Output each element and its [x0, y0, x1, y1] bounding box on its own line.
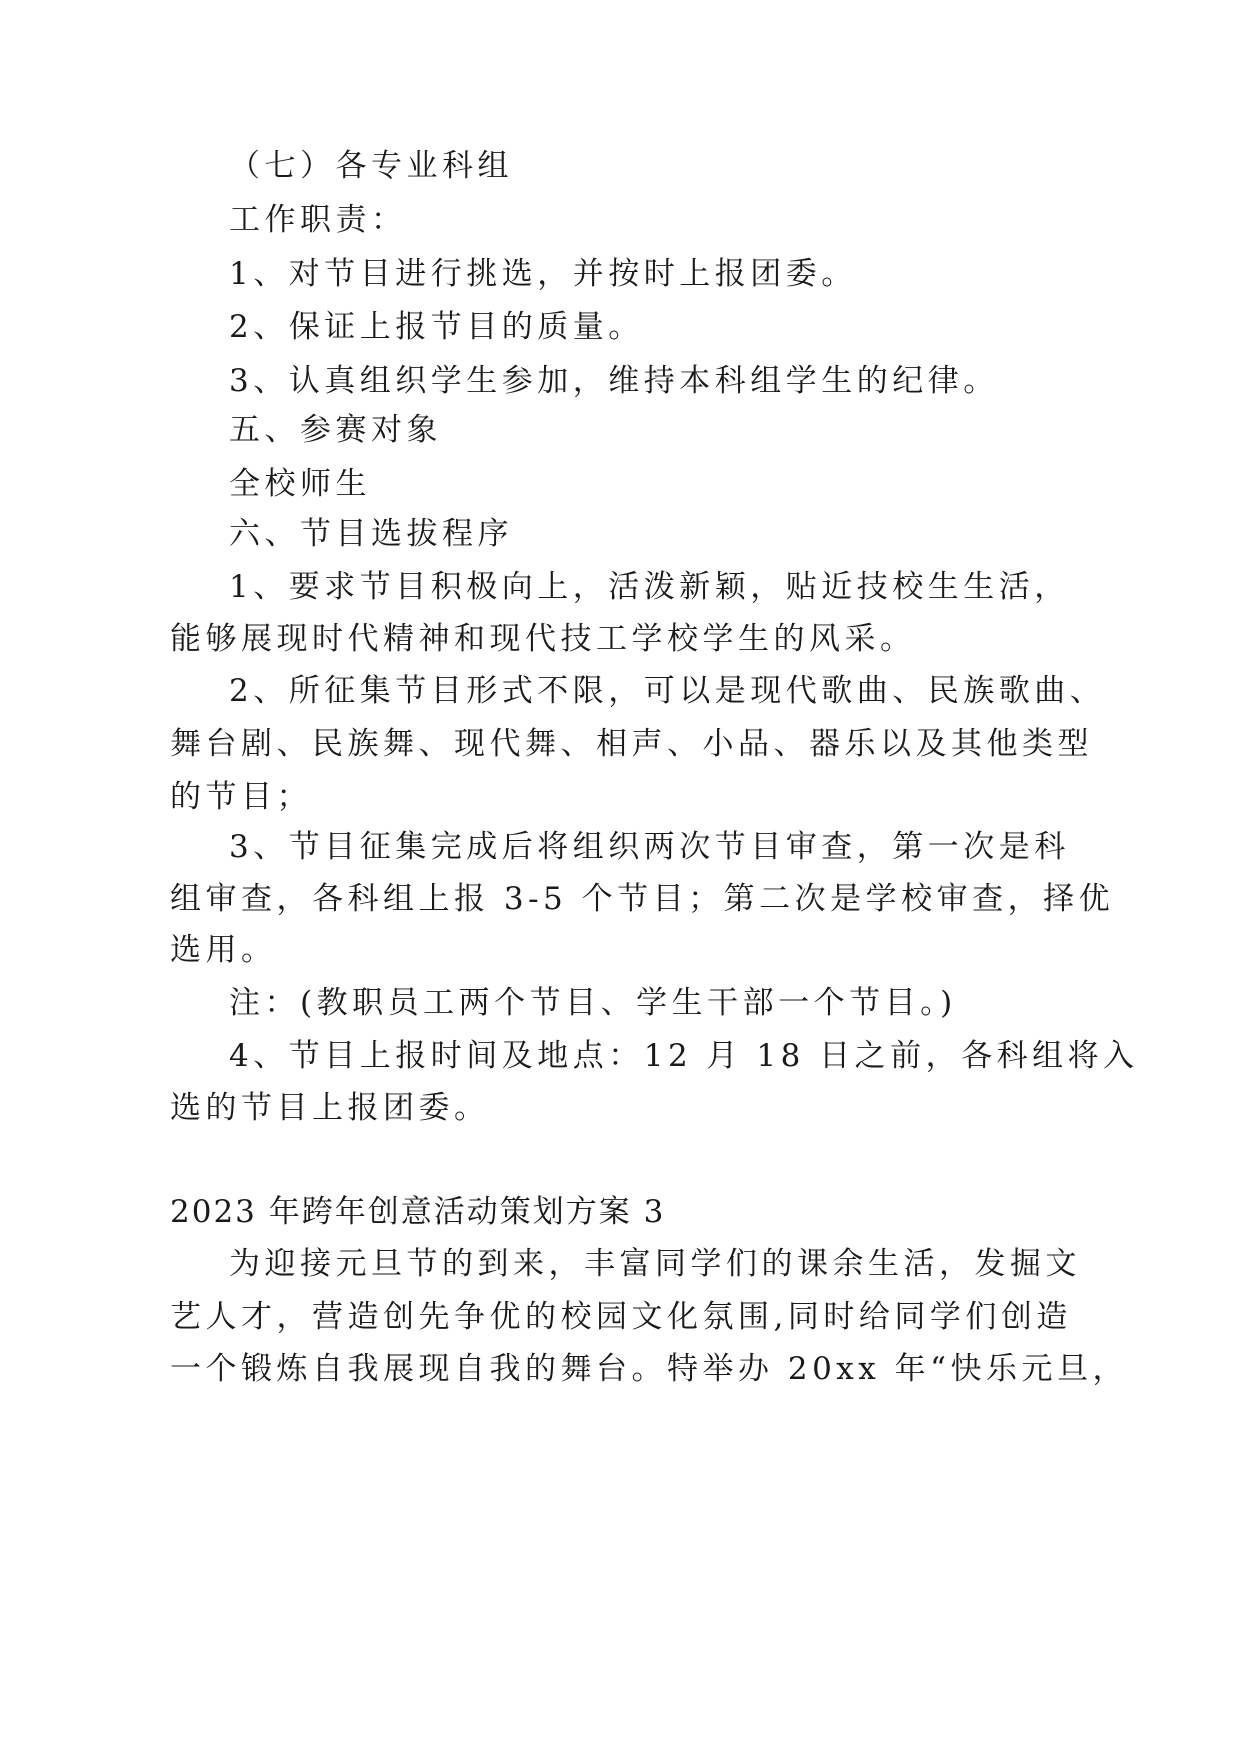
paragraph-line: 的节目；: [170, 779, 312, 815]
paragraph-line: 舞台剧、民族舞、现代舞、相声、小品、器乐以及其他类型: [170, 726, 1093, 762]
paragraph-line: 3、节目征集完成后将组织两次节目审查，第一次是科: [229, 829, 1070, 865]
paragraph-line: 2、所征集节目形式不限，可以是现代歌曲、民族歌曲、: [229, 673, 1106, 709]
paragraph-line: 工作职责：: [229, 202, 407, 238]
paragraph-line: 组审查，各科组上报 3-5 个节目；第二次是学校审查，择优: [170, 881, 1115, 917]
section-heading: 六、节目选拔程序: [229, 516, 513, 552]
paragraph-line: 1、要求节目积极向上，活泼新颖，贴近技校生生活，: [229, 569, 1070, 605]
paragraph-line: 4、节目上报时间及地点：12 月 18 日之前，各科组将入: [229, 1038, 1139, 1074]
paragraph-line: 注：(教职员工两个节目、学生干部一个节目。): [229, 985, 957, 1021]
paragraph-line: 1、对节目进行挑选，并按时上报团委。: [229, 256, 857, 292]
paragraph-line: 选用。: [170, 932, 277, 968]
paragraph-line: 全校师生: [229, 466, 371, 502]
paragraph-line: 艺人才，营造创先争优的校园文化氛围,同时给同学们创造: [170, 1299, 1072, 1335]
section-heading: （七）各专业科组: [229, 148, 513, 184]
paragraph-line: 一个锻炼自我展现自我的舞台。特举办 20xx 年“快乐元旦，: [170, 1351, 1128, 1387]
paragraph-line: 3、认真组织学生参加，维持本科组学生的纪律。: [229, 363, 999, 399]
paragraph-line: 选的节目上报团委。: [170, 1090, 490, 1126]
section-heading: 五、参赛对象: [229, 412, 442, 448]
paragraph-line: 为迎接元旦节的到来，丰富同学们的课余生活，发掘文: [229, 1246, 1081, 1282]
paragraph-line: 能够展现时代精神和现代技工学校学生的风采。: [170, 621, 916, 657]
document-title: 2023 年跨年创意活动策划方案 3: [170, 1194, 666, 1230]
paragraph-line: 2、保证上报节目的质量。: [229, 309, 644, 345]
